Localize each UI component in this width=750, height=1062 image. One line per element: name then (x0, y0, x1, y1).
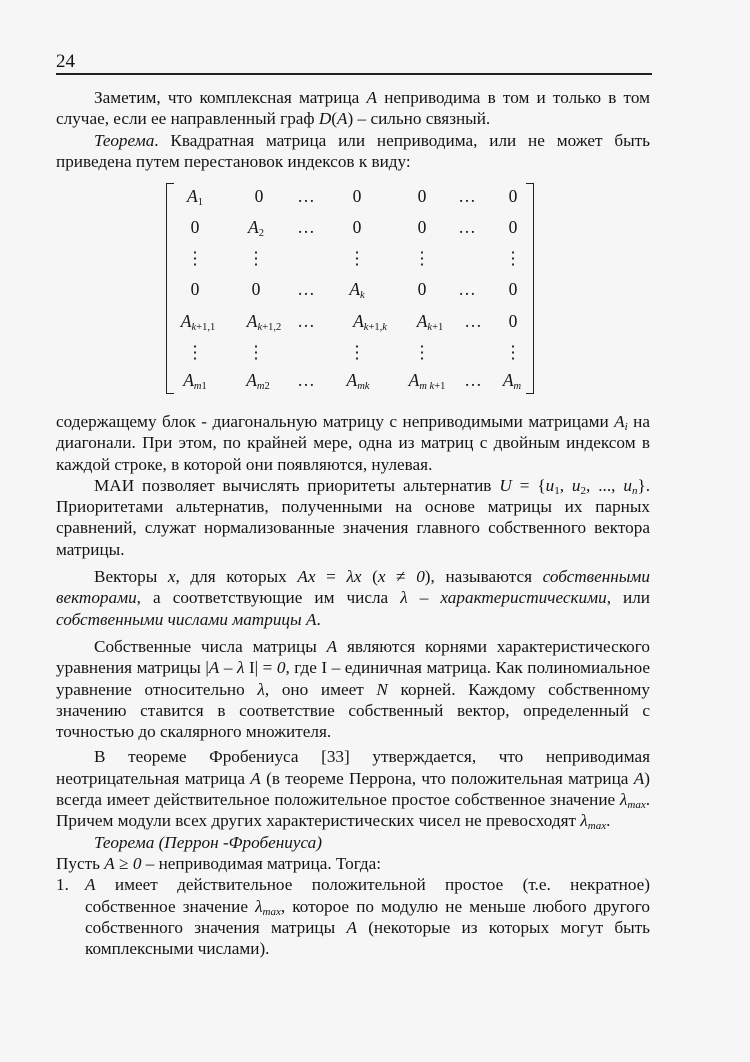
paragraph-block-diagonal: содержащему блок - диагональную матрицу с неприводимыми матрицами $A_i$ на диагонали. При этом, по крайней мере, одна из матриц с двойным индексом в каждой строке, в которой они появляются, нулевая. (56, 412, 651, 474)
theorem-label: Теорема (94, 130, 155, 150)
matrix-cell: … (464, 370, 482, 390)
matrix-cell: … (297, 217, 315, 237)
matrix-cell: … (297, 311, 315, 331)
matrix-cell: ⋮ (247, 248, 265, 268)
paragraph-characteristic: Собственные числа матрицы A являются корнями характеристического уравнения матрицы |A – λ I| = 0, где I – единичная матрица. Как полиномиальное уравнение относительно λ, оно имеет N корней. Каждому собственному значению ставится в соответствие собственный вектор, определенный с точностью до скалярного множителя. (56, 636, 651, 742)
matrix-cell: … (458, 279, 476, 299)
matrix-cell: $A_{mk}$ (346, 370, 370, 392)
matrix-cell: … (297, 279, 315, 299)
matrix-cell: ⋮ (413, 248, 431, 268)
matrix-cell: $A_{k+1,k}$ (353, 311, 387, 333)
paragraph-irreducible: Заметим, что комплексная матрица A неприводима в том и только в том случае, если ее направленный граф D(A) – сильно связный. (56, 88, 650, 129)
header-rule (56, 73, 652, 75)
body-text (56, 411, 650, 959)
matrix-cell: $A_{m1}$ (183, 370, 207, 392)
matrix-cell: ⋮ (186, 342, 204, 362)
list-number: 1. (56, 875, 69, 895)
matrix-cell: 0 (190, 217, 200, 237)
matrix-cell: 0 (254, 186, 264, 206)
matrix-cell: 0 (417, 217, 427, 237)
matrix-cell: 0 (508, 186, 518, 206)
matrix-cell: 0 (508, 279, 518, 299)
matrix-cell: ⋮ (504, 342, 522, 362)
matrix-cell: 0 (352, 217, 362, 237)
matrix-cell: $A_m$ (502, 370, 522, 392)
matrix-cell: $A_2$ (248, 217, 264, 239)
matrix-cell: … (458, 217, 476, 237)
matrix-cell: 0 (352, 186, 362, 206)
paragraph-mai: МАИ позволяет вычислять приоритеты альтернатив $U = \{u_1$, $u_2$, ..., $u_n$}. Приоритетами альтернатив, полученными на основе матрицы их парных сравнений, служат нормализованные значения главного собственного вектора матрицы. (56, 475, 651, 559)
theorem-text: . Квадратная матрица или неприводима, или не может быть приведена путем перестановок индексов к виду: (56, 130, 650, 171)
list-item-1: 1. A имеет действительное положительной простое (т.е. некратное) собственное значение $\lambda_{max}$, которое по модулю не меньше любого другого собственного значения матрицы A (некоторые из которых могут быть комплексными числами). (56, 875, 650, 959)
matrix-cell: … (297, 186, 315, 206)
matrix-cell: $A_{k+1}$ (416, 311, 444, 333)
paragraph-frobenius: В теореме Фробениуса [33] утверждается, что неприводимая неотрицательная матрица A (в теореме Перрона, что положительная матрица A) всегда имеет действительное положительное простое собственное значение $\lambda_{max}$. Причем модули всех других характеристических чисел не превосходят $\lambda_{max}$. (56, 747, 650, 833)
matrix-cell: ⋮ (247, 342, 265, 362)
paragraph-theorem-2 (56, 832, 650, 853)
matrix-cell: 0 (190, 279, 200, 299)
matrix-cell: 0 (417, 279, 427, 299)
matrix-cell: ⋮ (186, 248, 204, 268)
matrix-cell: … (464, 311, 482, 331)
matrix-cell: … (458, 186, 476, 206)
matrix-cell: $A_{m k+1}$ (408, 370, 446, 392)
matrix-cell: … (297, 370, 315, 390)
matrix-cell: ⋮ (504, 248, 522, 268)
paragraph-let: Пусть A ≥ 0 – неприводимая матрица. Тогда: (56, 853, 382, 873)
page-number: 24 (56, 51, 75, 72)
block-matrix (164, 180, 536, 394)
paragraph-theorem-1 (56, 130, 650, 173)
matrix-cell: 0 (417, 186, 427, 206)
theorem-2-label: Теорема (Перрон -Фробениуса) (94, 832, 322, 852)
matrix-cell: $A_{k+1,1}$ (180, 311, 216, 333)
intro-block (56, 87, 650, 172)
matrix-cell: $A_{k+1,2}$ (246, 311, 282, 333)
matrix-cell: $A_k$ (349, 279, 365, 301)
matrix-cell: 0 (508, 311, 518, 331)
matrix-cell: ⋮ (348, 342, 366, 362)
matrix-cell: $A_1$ (187, 186, 203, 208)
matrix-cell: 0 (508, 217, 518, 237)
paragraph-eigenvectors: Векторы x, для которых Ax = λx (x ≠ 0), называются собственными векторами, а соответствующие им числа λ – характеристическими, или собственными числами матрицы A. (56, 567, 651, 629)
matrix-cell: $A_{m2}$ (246, 370, 270, 392)
matrix-cell: 0 (251, 279, 261, 299)
matrix-cell: ⋮ (413, 342, 431, 362)
matrix-cell: ⋮ (348, 248, 366, 268)
